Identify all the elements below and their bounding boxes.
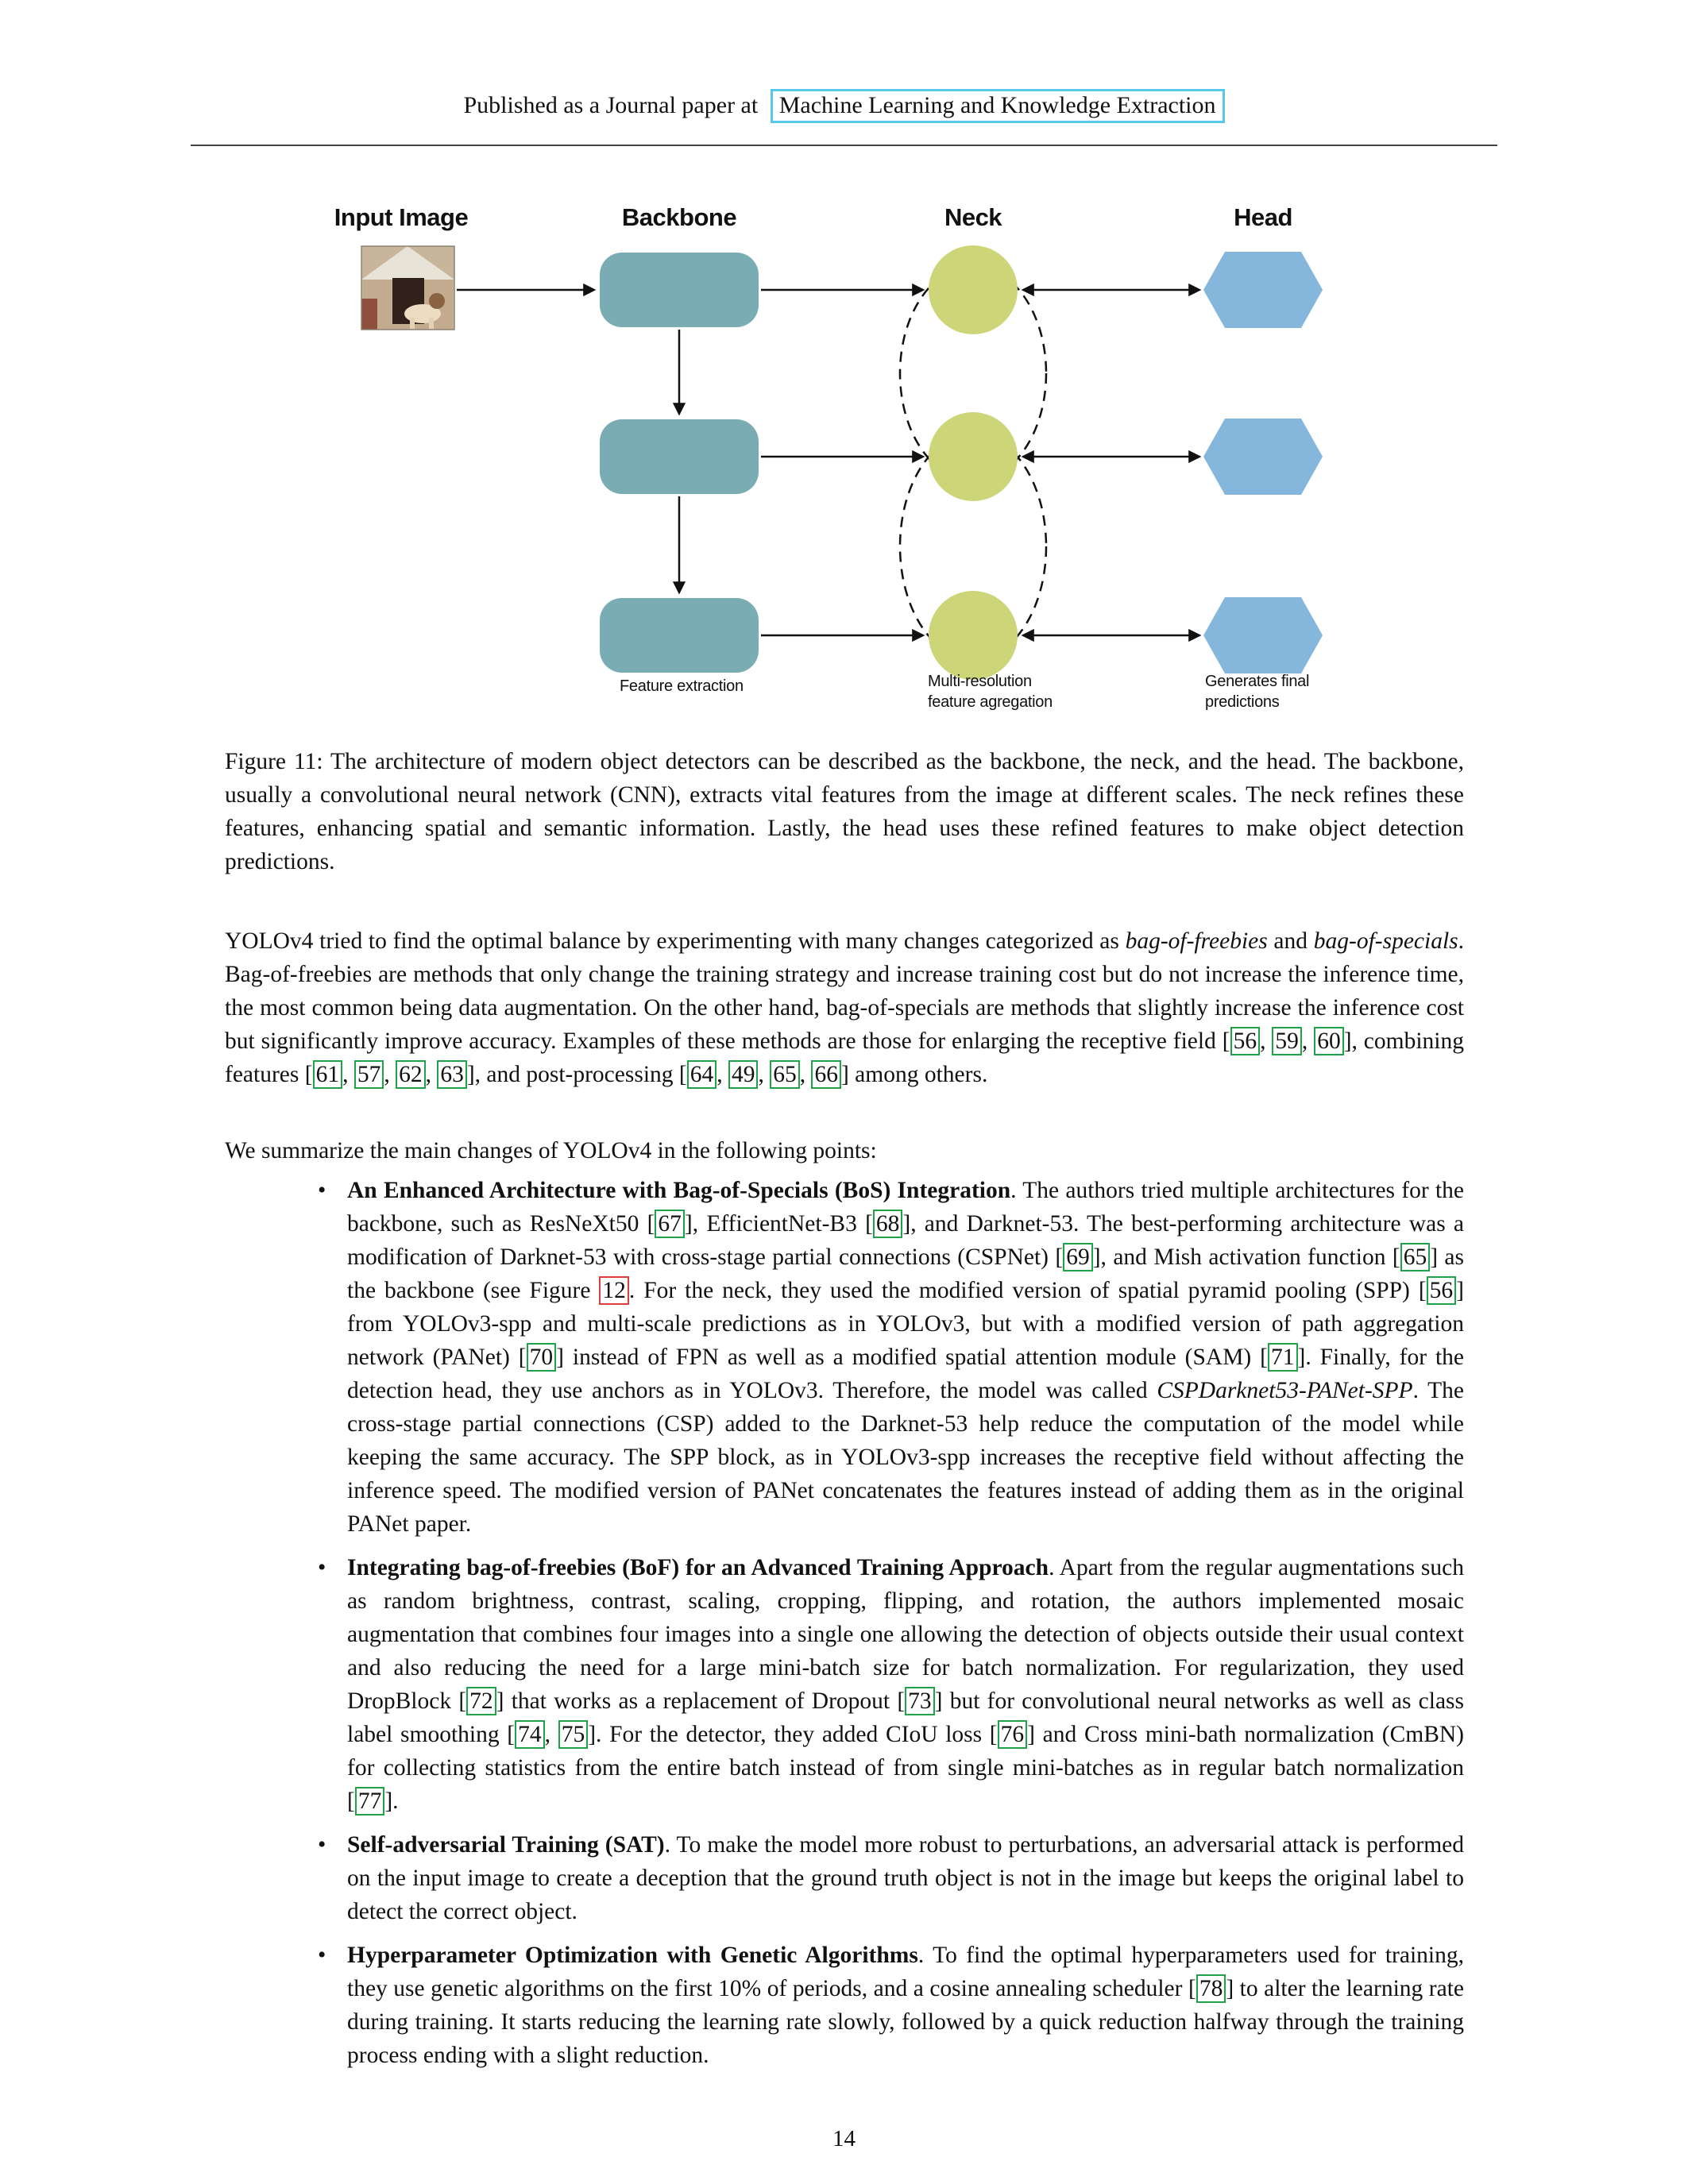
text-run: Hyperparameter Optimization with Genetic Algorithms	[347, 1943, 918, 1968]
citation-link[interactable]: 67	[655, 1210, 685, 1238]
citation-link[interactable]: 65	[1400, 1243, 1431, 1271]
head-hexagon-1	[1203, 252, 1323, 328]
neck-circle-1	[929, 245, 1018, 334]
head-hexagon-3	[1203, 597, 1323, 673]
text-run: Self-adversarial Training (SAT)	[347, 1832, 665, 1858]
citation-link[interactable]: 49	[728, 1060, 759, 1089]
brick-wall	[361, 299, 377, 330]
dog-leg	[410, 318, 415, 329]
column-header-backbone: Backbone	[621, 203, 737, 231]
citation-link[interactable]: 64	[687, 1060, 717, 1089]
page-number: 14	[832, 2126, 856, 2151]
neck-circle-3	[929, 591, 1018, 680]
citation-link[interactable]: 76	[998, 1720, 1028, 1749]
citation-link[interactable]: 65	[770, 1060, 800, 1089]
paragraph-summary-intro: We summarize the main changes of YOLOv4 in the following points:	[225, 1138, 877, 1163]
journal-link[interactable]: Machine Learning and Knowledge Extraction	[771, 89, 1225, 123]
citation-link[interactable]: 75	[558, 1720, 589, 1749]
list-item-bag-of-freebies: • Integrating bag-of-freebies (BoF) for an Advanced Training Approach. Apart from the regular augmentations such as random brightness, contrast, scaling, cropping, flipping, and rotation, the authors implemented mosaic augmentation that combines four images into a single one allowing the detection of objects outside their usual context and also reducing the need for a large mini-batch size for batch normalization. For regularization, they used DropBlock [ 72 ] that works as a replacement of Dropout [ 73 ] but for convolutional neural networks as well as class label smoothing [ 74 , 75 ]. For the detector, they added CIoU loss [ 76 ] and Cross mini-bath normalization (CmBN) for collecting statistics from the entire batch instead of from single mini-batches as in regular batch normalization [ 77 ].	[225, 1551, 1464, 1818]
figure-11-diagram	[334, 197, 1335, 721]
label-feature-aggregation: feature agregation	[928, 693, 1053, 711]
citation-link[interactable]: 66	[811, 1060, 841, 1089]
backbone-block-2	[600, 419, 759, 494]
figure-ref-link[interactable]: 12	[599, 1276, 629, 1305]
figure-caption: Figure 11: The architecture of modern object detectors can be described as the backbone, the neck, and the head. The backbone, usually a convolutional neural network (CNN), extracts vital features from the image at different scales. The neck refines these features, enhancing spatial and semantic information. Lastly, the head uses these refined features to make object detection predictions.	[225, 749, 1464, 874]
label-generates-final: Generates final	[1205, 673, 1310, 690]
citation-link[interactable]: 59	[1272, 1027, 1302, 1055]
head-hexagon-2	[1203, 419, 1323, 495]
paragraph-yolov4-balance: YOLOv4 tried to find the optimal balance by experimenting with many changes categorized as bag-of-freebies and bag-of-specials. Bag-of-freebies are methods that only change the training strategy and increase training cost but do not increase the inference time, the most common being data augmentation. On the other hand, bag-of-specials are methods that slightly increase the inference cost but significantly improve accuracy. Examples of these methods are those for enlarging the receptive field [ 56 , 59 , 60 ], combining features [ 61 , 57 , 62 , 63 ], and post-processing [ 64 , 49 , 65 , 66 ] among others.	[225, 928, 1465, 1087]
list-item-hyperparameter-optimization: • Hyperparameter Optimization with Genetic Algorithms. To find the optimal hyperparameters used for training, they use genetic algorithms on the first 10% of periods, and a cosine annealing scheduler [ 78 ] to alter the learning rate during training. It starts reducing the learning rate slowly, followed by a quick reduction halfway through the training process ending with a slight reduction.	[225, 1939, 1464, 2072]
citation-link[interactable]: 72	[466, 1687, 496, 1715]
text-run: bag-of-specials	[1313, 928, 1458, 954]
citation-link[interactable]: 63	[437, 1060, 467, 1089]
citation-link[interactable]: 62	[396, 1060, 426, 1089]
header-rule	[191, 145, 1497, 146]
column-header-head: Head	[1234, 203, 1292, 231]
citation-link[interactable]: 61	[313, 1060, 343, 1089]
backbone-block-1	[600, 253, 759, 327]
text-run: Integrating bag-of-freebies (BoF) for an Advanced Training Approach	[347, 1555, 1049, 1580]
label-multi-resolution: Multi-resolution	[928, 673, 1032, 690]
text-run: bag-of-freebies	[1125, 928, 1268, 954]
label-feature-extraction: Feature extraction	[620, 677, 744, 695]
citation-link[interactable]: 69	[1063, 1243, 1093, 1271]
list-item-self-adversarial-training: • Self-adversarial Training (SAT). To make the model more robust to perturbations, an adversarial attack is performed on the input image to create a deception that the ground truth object is not in the image but keeps the original label to detect the correct object.	[225, 1828, 1464, 1928]
citation-link[interactable]: 73	[905, 1687, 935, 1715]
citation-link[interactable]: 71	[1268, 1343, 1298, 1372]
citation-link[interactable]: 78	[1196, 1974, 1226, 2003]
list-item-enhanced-architecture: • An Enhanced Architecture with Bag-of-Specials (BoS) Integration. The authors tried multiple architectures for the backbone, such as ResNeXt50 [ 67 ], EfficientNet-B3 [ 68 ], and Darknet-53. The best-performing architecture was a modification of Darknet-53 with cross-stage partial connections (CSPNet) [ 69 ], and Mish activation function [ 65 ] as the backbone (see Figure 12 . For the neck, they used the modified version of spatial pyramid pooling (SPP) [ 56 ] from YOLOv3-spp and multi-scale predictions as in YOLOv3, but with a modified version of path aggregation network (PANet) [ 70 ] instead of FPN as well as a modified spatial attention module (SAM) [ 71 ]. Finally, for the detection head, they use anchors as in YOLOv3. Therefore, the model was called CSPDarknet53-PANet-SPP. The cross-stage partial connections (CSP) added to the Darknet-53 help reduce the computation of the model while keeping the same accuracy. The SPP block, as in YOLOv3-spp increases the receptive field without affecting the inference speed. The modified version of PANet concatenates the features instead of adding them as in the original PANet paper.	[225, 1174, 1464, 1541]
citation-link[interactable]: 70	[527, 1343, 557, 1372]
citation-link[interactable]: 74	[515, 1720, 545, 1749]
header-prefix: Published as a Journal paper at	[463, 92, 759, 118]
citation-link[interactable]: 56	[1230, 1027, 1261, 1055]
yolov4-changes-list	[225, 1174, 1464, 2082]
column-header-neck: Neck	[944, 203, 1002, 231]
dog-leg	[429, 318, 434, 329]
input-image-photo	[361, 246, 454, 330]
neck-circle-2	[929, 412, 1018, 501]
text-run: CSPDarknet53-PANet-SPP	[1157, 1378, 1413, 1403]
column-header-input: Input Image	[334, 203, 469, 231]
backbone-block-3	[600, 598, 759, 673]
citation-link[interactable]: 68	[873, 1210, 903, 1238]
text-run: An Enhanced Architecture with Bag-of-Specials (BoS) Integration	[347, 1178, 1011, 1203]
label-predictions: predictions	[1205, 693, 1280, 711]
architecture-diagram	[334, 197, 1335, 721]
citation-link[interactable]: 60	[1314, 1027, 1344, 1055]
running-header	[0, 89, 1688, 122]
citation-link[interactable]: 77	[355, 1787, 385, 1815]
dog-head	[429, 293, 445, 309]
citation-link[interactable]: 57	[354, 1060, 384, 1089]
citation-link[interactable]: 56	[1427, 1276, 1457, 1305]
